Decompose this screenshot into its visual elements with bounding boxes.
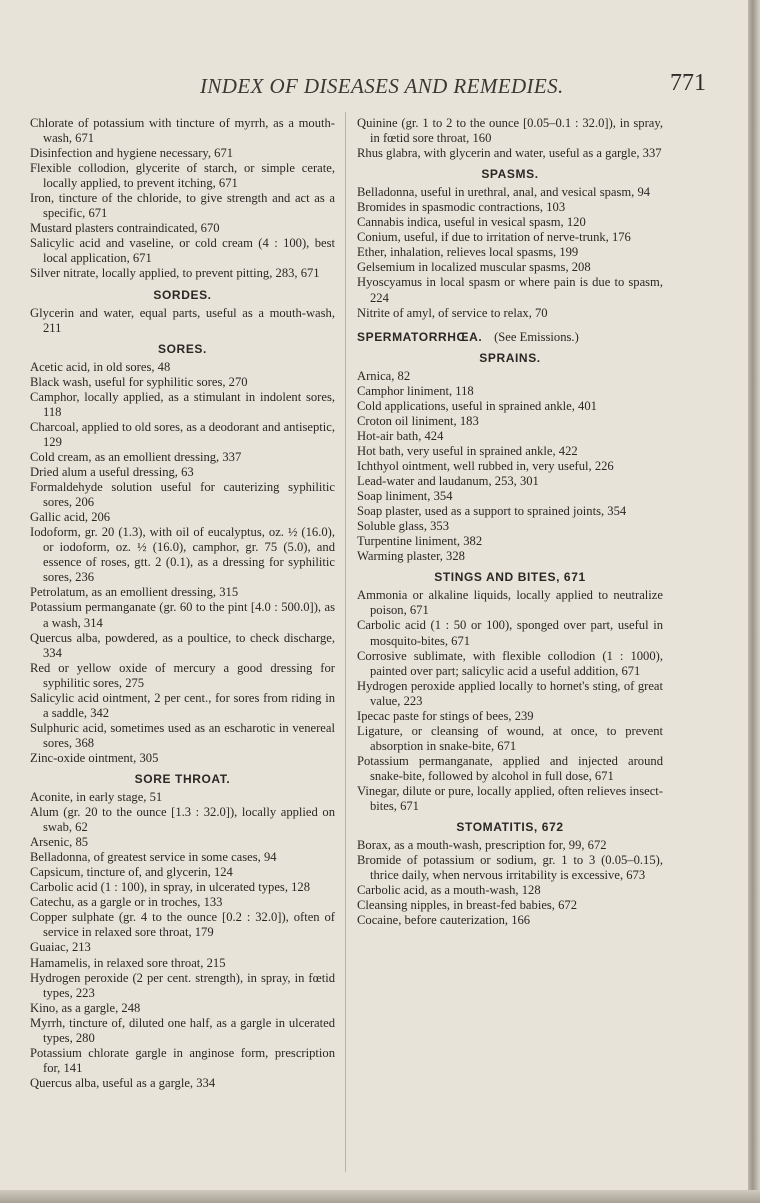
index-entry: Alum (gr. 20 to the ounce [1.3 : 32.0]), locally applied on swab, 62 — [30, 805, 335, 835]
page-header — [0, 70, 748, 104]
index-entry: Carbolic acid (1 : 100), in spray, in ulcerated types, 128 — [30, 880, 311, 895]
index-entry: Camphor, locally applied, as a stimulant in indolent sores, 118 — [30, 389, 335, 419]
index-entry: Kino, as a gargle, 248 — [30, 1000, 141, 1015]
index-entry: Disinfection and hygiene necessary, 671 — [30, 146, 234, 161]
section-heading-title: SPERMATORRHŒA. — [357, 329, 483, 344]
index-entry: Capsicum, tincture of, and glycerin, 124 — [30, 865, 233, 880]
index-entry: Catechu, as a gargle or in troches, 133 — [30, 895, 223, 910]
section-heading: STINGS AND BITES, 671 — [434, 570, 586, 585]
page-number: 771 — [670, 70, 706, 96]
index-entry: Petrolatum, as an emollient dressing, 315 — [30, 585, 239, 600]
index-entry: Arsenic, 85 — [30, 835, 89, 850]
index-entry: Ichthyol ointment, well rubbed in, very useful, 226 — [357, 458, 614, 473]
index-entry: Chlorate of potassium with tincture of myrrh, as a mouth-wash, 671 — [30, 116, 335, 146]
index-entry: Borax, as a mouth-wash, prescription for, 99, 672 — [357, 838, 607, 853]
index-entry: Quercus alba, powdered, as a poultice, to check discharge, 334 — [30, 630, 335, 660]
index-entry: Ligature, or cleansing of wound, at once, to prevent absorption in snake-bite, 671 — [357, 723, 663, 753]
section-heading — [357, 330, 663, 345]
index-entry: Charcoal, applied to old sores, as a deodorant and antiseptic, 129 — [30, 419, 335, 449]
index-entry: Soap liniment, 354 — [357, 489, 453, 504]
index-entry: Salicylic acid and vaseline, or cold cream (4 : 100), best local application, 671 — [30, 236, 335, 266]
section-heading: SORE THROAT. — [134, 771, 231, 786]
index-entry: Zinc-oxide ointment, 305 — [30, 750, 159, 765]
index-entry: Red or yellow oxide of mercury a good dressing for syphilitic sores, 275 — [30, 660, 335, 690]
page-edge-bottom — [0, 1190, 760, 1203]
index-entry: Gallic acid, 206 — [30, 510, 111, 525]
index-entry: Ammonia or alkaline liquids, locally applied to neutralize poison, 671 — [357, 588, 663, 618]
index-entry: Cocaine, before cauterization, 166 — [357, 913, 531, 928]
index-entry: Soluble glass, 353 — [357, 519, 450, 534]
index-entry: Aconite, in early stage, 51 — [30, 790, 163, 805]
index-entry: Potassium chlorate gargle in anginose form, prescription for, 141 — [30, 1045, 335, 1075]
index-entry: Flexible collodion, glycerite of starch, or simple cerate, locally applied, to prevent itching, 671 — [30, 161, 335, 191]
index-entry: Iron, tincture of the chloride, to give strength and act as a specific, 671 — [30, 191, 335, 221]
index-entry: Cannabis indica, useful in vesical spasm, 120 — [357, 215, 586, 230]
index-entry: Vinegar, dilute or pure, locally applied, often relieves insect-bites, 671 — [357, 783, 663, 814]
index-entry: Hydrogen peroxide applied locally to hornet's sting, of great value, 223 — [357, 678, 663, 708]
index-entry: Mustard plasters contraindicated, 670 — [30, 221, 220, 236]
index-entry: Hyoscyamus in local spasm or where pain is due to spasm, 224 — [357, 275, 663, 305]
index-entry: Gelsemium in localized muscular spasms, 208 — [357, 260, 591, 275]
section-heading: SPASMS. — [481, 167, 539, 182]
index-entry: Silver nitrate, locally applied, to prevent pitting, 283, 671 — [30, 266, 320, 281]
index-entry: Arnica, 82 — [357, 368, 411, 383]
index-entry: Guaiac, 213 — [30, 940, 91, 955]
index-entry: Soap plaster, used as a support to sprained joints, 354 — [357, 504, 627, 519]
index-entry: Salicylic acid ointment, 2 per cent., for sores from riding in a saddle, 342 — [30, 690, 335, 720]
index-entry: Warming plaster, 328 — [357, 549, 465, 564]
section-heading: SORES. — [158, 341, 207, 356]
index-entry: Acetic acid, in old sores, 48 — [30, 359, 171, 374]
index-entry: Nitrite of amyl, of service to relax, 70 — [357, 305, 548, 320]
right-column — [357, 116, 663, 928]
index-entry: Croton oil liniment, 183 — [357, 413, 479, 428]
index-entry: Camphor liniment, 118 — [357, 383, 474, 398]
index-entry: Bromide of potassium or sodium, gr. 1 to 3 (0.05–0.15), thrice daily, when nervous irritability is excessive, 673 — [357, 853, 663, 883]
index-entry: Dried alum a useful dressing, 63 — [30, 465, 194, 480]
index-entry: Cold applications, useful in sprained ankle, 401 — [357, 398, 597, 413]
index-entry: Lead-water and laudanum, 253, 301 — [357, 474, 539, 489]
index-entry: Glycerin and water, equal parts, useful as a mouth-wash, 211 — [30, 305, 335, 335]
index-entry: Hamamelis, in relaxed sore throat, 215 — [30, 955, 226, 970]
index-entry: Carbolic acid, as a mouth-wash, 128 — [357, 883, 541, 898]
index-entry: Belladonna, of greatest service in some cases, 94 — [30, 850, 277, 865]
left-column — [30, 116, 335, 1091]
index-entry: Carbolic acid (1 : 50 or 100), sponged over part, useful in mosquito-bites, 671 — [357, 618, 663, 648]
see-also-reference: (See Emissions.) — [494, 329, 579, 344]
index-entry: Hydrogen peroxide (2 per cent. strength), in spray, in fœtid types, 223 — [30, 970, 335, 1000]
index-entry: Ether, inhalation, relieves local spasms, 199 — [357, 245, 579, 260]
index-entry: Hot-air bath, 424 — [357, 428, 444, 443]
index-entry: Rhus glabra, with glycerin and water, useful as a gargle, 337 — [357, 146, 662, 161]
index-entry: Bromides in spasmodic contractions, 103 — [357, 200, 566, 215]
running-title: INDEX OF DISEASES AND REMEDIES. — [200, 74, 564, 98]
index-entry: Potassium permanganate, applied and injected around snake-bite, followed by alcohol in full dose, 671 — [357, 753, 663, 783]
index-entry: Formaldehyde solution useful for cauterizing syphilitic sores, 206 — [30, 480, 335, 510]
index-entry: Copper sulphate (gr. 4 to the ounce [0.2 : 32.0]), often of service in relaxed sore throat, 179 — [30, 910, 335, 940]
index-entry: Cleansing nipples, in breast-fed babies, 672 — [357, 898, 577, 913]
index-entry: Black wash, useful for syphilitic sores, 270 — [30, 374, 248, 389]
index-entry: Iodoform, gr. 20 (1.3), with oil of eucalyptus, oz. ½ (16.0), or iodoform, oz. ½ (16.0), camphor, gr. 75 (5.0), and essence of roses, gtt. 2 (0.1), as a dressing for syphilitic sores, 236 — [30, 525, 335, 585]
section-heading: SORDES. — [153, 287, 212, 302]
page-edge-right — [748, 0, 760, 1203]
column-divider — [345, 112, 346, 1172]
index-entry: Quercus alba, useful as a gargle, 334 — [30, 1075, 216, 1090]
section-heading: SPRAINS. — [479, 350, 541, 365]
section-heading: STOMATITIS, 672 — [456, 820, 564, 835]
index-entry: Quinine (gr. 1 to 2 to the ounce [0.05–0.1 : 32.0]), in spray, in fœtid sore throat, 160 — [357, 116, 663, 146]
index-entry: Belladonna, useful in urethral, anal, and vesical spasm, 94 — [357, 185, 651, 200]
index-entry: Myrrh, tincture of, diluted one half, as a gargle in ulcerated types, 280 — [30, 1015, 335, 1045]
index-entry: Corrosive sublimate, with flexible collodion (1 : 1000), painted over part; salicylic acid a useful addition, 671 — [357, 648, 663, 678]
index-entry: Ipecac paste for stings of bees, 239 — [357, 708, 534, 723]
index-entry: Cold cream, as an emollient dressing, 337 — [30, 449, 242, 464]
index-entry: Hot bath, very useful in sprained ankle, 422 — [357, 443, 578, 458]
index-entry: Conium, useful, if due to irritation of nerve-trunk, 176 — [357, 230, 631, 245]
index-entry: Turpentine liniment, 382 — [357, 534, 483, 549]
index-entry: Potassium permanganate (gr. 60 to the pint [4.0 : 500.0]), as a wash, 314 — [30, 600, 335, 630]
index-entry: Sulphuric acid, sometimes used as an escharotic in venereal sores, 368 — [30, 720, 335, 750]
